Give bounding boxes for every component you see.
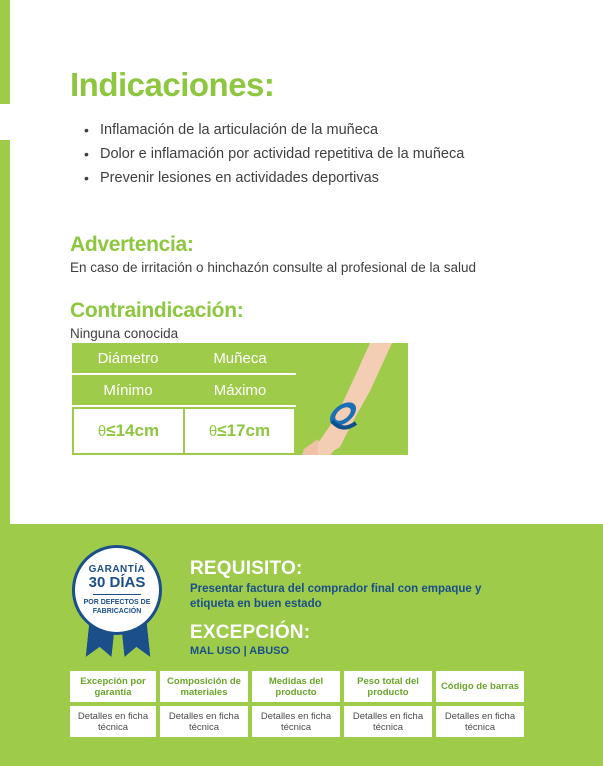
size-table-col-diameter <box>72 343 184 455</box>
requirement-block <box>190 558 520 657</box>
spec-column <box>344 671 432 737</box>
spec-header: Código de barras <box>436 671 524 702</box>
wrist-brace-photo <box>296 343 408 455</box>
size-table-value-min <box>72 407 184 455</box>
size-table <box>72 343 408 455</box>
badge-line-1: GARANTÍA <box>88 564 146 575</box>
spec-column <box>160 671 248 737</box>
spec-header: Composición de materiales <box>160 671 248 702</box>
exception-text: MAL USO | ABUSO <box>190 645 290 657</box>
badge-divider <box>93 594 141 595</box>
spec-cell: Detalles en ficha técnica <box>70 706 156 737</box>
warning-section <box>70 233 580 277</box>
badge-line-3: POR DEFECTOS DE FABRICACIÓN <box>83 599 151 615</box>
spec-header: Excepción por garantía <box>70 671 156 702</box>
spec-cell: Detalles en ficha técnica <box>252 706 340 737</box>
badge-circle <box>72 545 162 635</box>
indications-list <box>70 120 580 189</box>
requirement-title: REQUISITO: <box>190 558 303 579</box>
page-title: Indicaciones: <box>70 66 275 103</box>
size-table-header-diameter: Diámetro <box>72 343 184 375</box>
theta-symbol: θ <box>97 422 107 440</box>
contraindication-text: Ninguna conocida <box>70 326 179 341</box>
spec-column <box>252 671 340 737</box>
contraindication-title: Contraindicación: <box>70 299 244 322</box>
size-table-col-wrist <box>184 343 296 455</box>
size-value-min-text: ≤14cm <box>106 421 160 440</box>
size-value-max-text: ≤17cm <box>217 421 271 440</box>
list-item: • Inflamación de la articulación de la muñeca <box>88 120 580 141</box>
badge-line-2: 30 DÍAS <box>88 574 146 591</box>
size-table-value-max <box>184 407 296 455</box>
warning-text: En caso de irritación o hinchazón consulte al profesional de la salud <box>70 260 477 275</box>
contraindication-section <box>70 299 580 343</box>
list-item: • Dolor e inflamación por actividad repetitiva de la muñeca <box>88 144 580 165</box>
exception-title: EXCEPCIÓN: <box>190 622 311 643</box>
main-content <box>70 0 580 343</box>
spec-cell: Detalles en ficha técnica <box>160 706 248 737</box>
size-table-subheader-max: Máximo <box>184 375 296 407</box>
requirement-text: Presentar factura del comprador final con empaque y etiqueta en buen estado <box>190 583 482 610</box>
list-item: • Prevenir lesiones en actividades deportivas <box>88 168 580 189</box>
spec-header: Peso total del producto <box>344 671 432 702</box>
spec-table <box>70 671 536 737</box>
spec-cell: Detalles en ficha técnica <box>344 706 432 737</box>
left-edge-gap <box>0 104 10 140</box>
spec-column <box>70 671 156 737</box>
spec-cell: Detalles en ficha técnica <box>436 706 524 737</box>
spec-header: Medidas del producto <box>252 671 340 702</box>
theta-symbol: θ <box>208 422 218 440</box>
size-table-header-wrist: Muñeca <box>184 343 296 375</box>
spec-column <box>436 671 524 737</box>
warning-title: Advertencia: <box>70 233 194 256</box>
size-table-subheader-min: Mínimo <box>72 375 184 407</box>
wrist-illustration-icon <box>296 343 408 455</box>
left-green-edge-bar <box>0 0 10 524</box>
warranty-badge <box>62 545 172 655</box>
